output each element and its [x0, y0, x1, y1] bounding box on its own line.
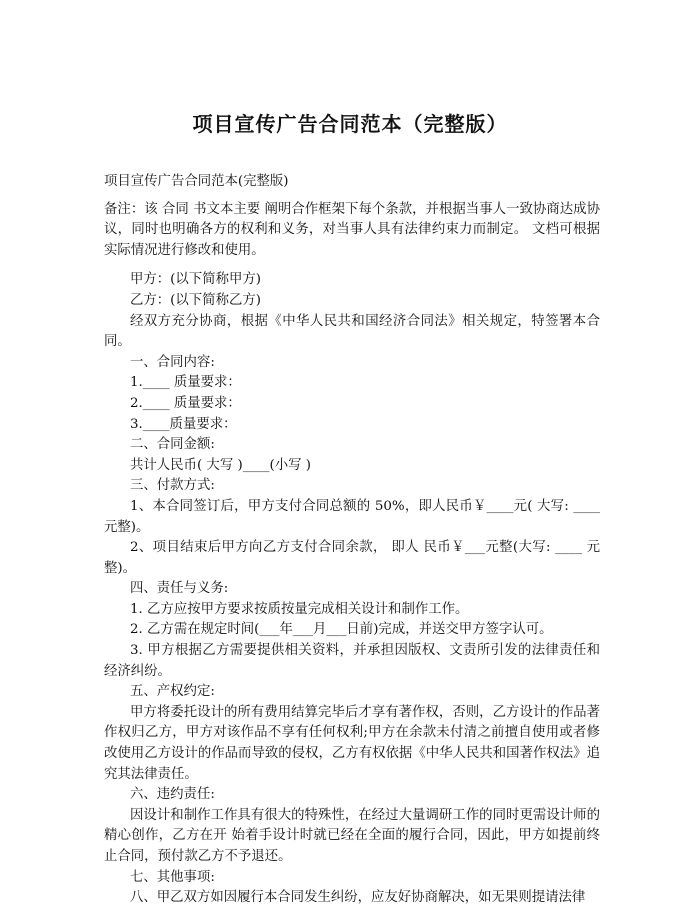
- clause-paragraph: 2、项目结束后甲方向乙方支付合同余款， 即人 民币￥___元整(大写: ____ 元整)。: [104, 540, 600, 576]
- section-heading: 一、合同内容:: [130, 354, 215, 370]
- section-heading: 二、合同金额:: [130, 437, 215, 453]
- clause-line: 2.____ 质量要求：: [130, 395, 241, 411]
- clause-paragraph: 1、本合同签订后，甲方支付合同总额的 50%，即人民币￥____元( 大写: ____ 元整)。: [104, 498, 600, 535]
- clause-line: 1.____ 质量要求：: [130, 375, 241, 391]
- document-body: [104, 172, 600, 909]
- clause-line: 共计人民币( 大写 )____(小写 ): [130, 457, 311, 473]
- section-heading: 六、违约责任:: [130, 787, 215, 803]
- document-note: 备注：该 合同 书文本主要 阐明合作框架下每个条款，并根据当事人一致协商达成协议，同时也明确各方的权利和义务，对当事人具有法律约束力而制定。 文档可根据实际情况进行修改和使用。: [104, 201, 600, 258]
- clause-paragraph: 因设计和制作工作具有很大的特殊性，在经过大量调研工作的同时更需设计师的精心创作，乙方在开 始着手设计时就已经在全面的履行合同，因此，甲方如提前终止合同，预付款乙方不予退还。: [104, 807, 600, 864]
- section-heading: 七、其他事项:: [130, 869, 215, 885]
- clause-paragraph: 3. 甲方根据乙方需要提供相关资料，并承担因版权、文责所引发的法律责任和经济纠纷。: [104, 643, 600, 679]
- preamble-paragraph: 经双方充分协商，根据《中华人民共和国经济合同法》相关规定，特签署本合同。: [104, 313, 600, 350]
- section-heading: 三、付款方式:: [130, 478, 215, 494]
- document-subtitle: 项目宣传广告合同范本(完整版): [104, 174, 289, 189]
- clause-paragraph: 甲方将委托设计的所有费用结算完毕后才享有著作权，否则，乙方设计的作品著作权归乙方，甲方对该作品不享有任何权利;甲方在余款未付清之前擅自使用或者修改使用乙方设计的作品而导致的侵权，乙方有权依据《中华人民共和国著作权法》追究其法律责任。: [104, 704, 600, 782]
- party-a-line: 甲方：(以下简称甲方): [130, 272, 261, 288]
- clause-line: 1. 乙方应按甲方要求按质按量完成相关设计和制作工作。: [130, 601, 469, 617]
- section-heading: 四、责任与义务:: [130, 581, 229, 597]
- section-heading: 五、产权约定:: [130, 684, 215, 700]
- party-b-line: 乙方：(以下简称乙方): [130, 292, 261, 308]
- document-title: 项目宣传广告合同范本（完整版）: [192, 112, 508, 136]
- clause-line: 八、甲乙双方如因履行本合同发生纠纷，应友好协商解决，如无果则提请法律: [130, 890, 586, 906]
- clause-line: 2. 乙方需在规定时间(___年___月___日前)完成，并送交甲方签字认可。: [130, 622, 553, 638]
- clause-line: 3.____质量要求：: [130, 416, 237, 432]
